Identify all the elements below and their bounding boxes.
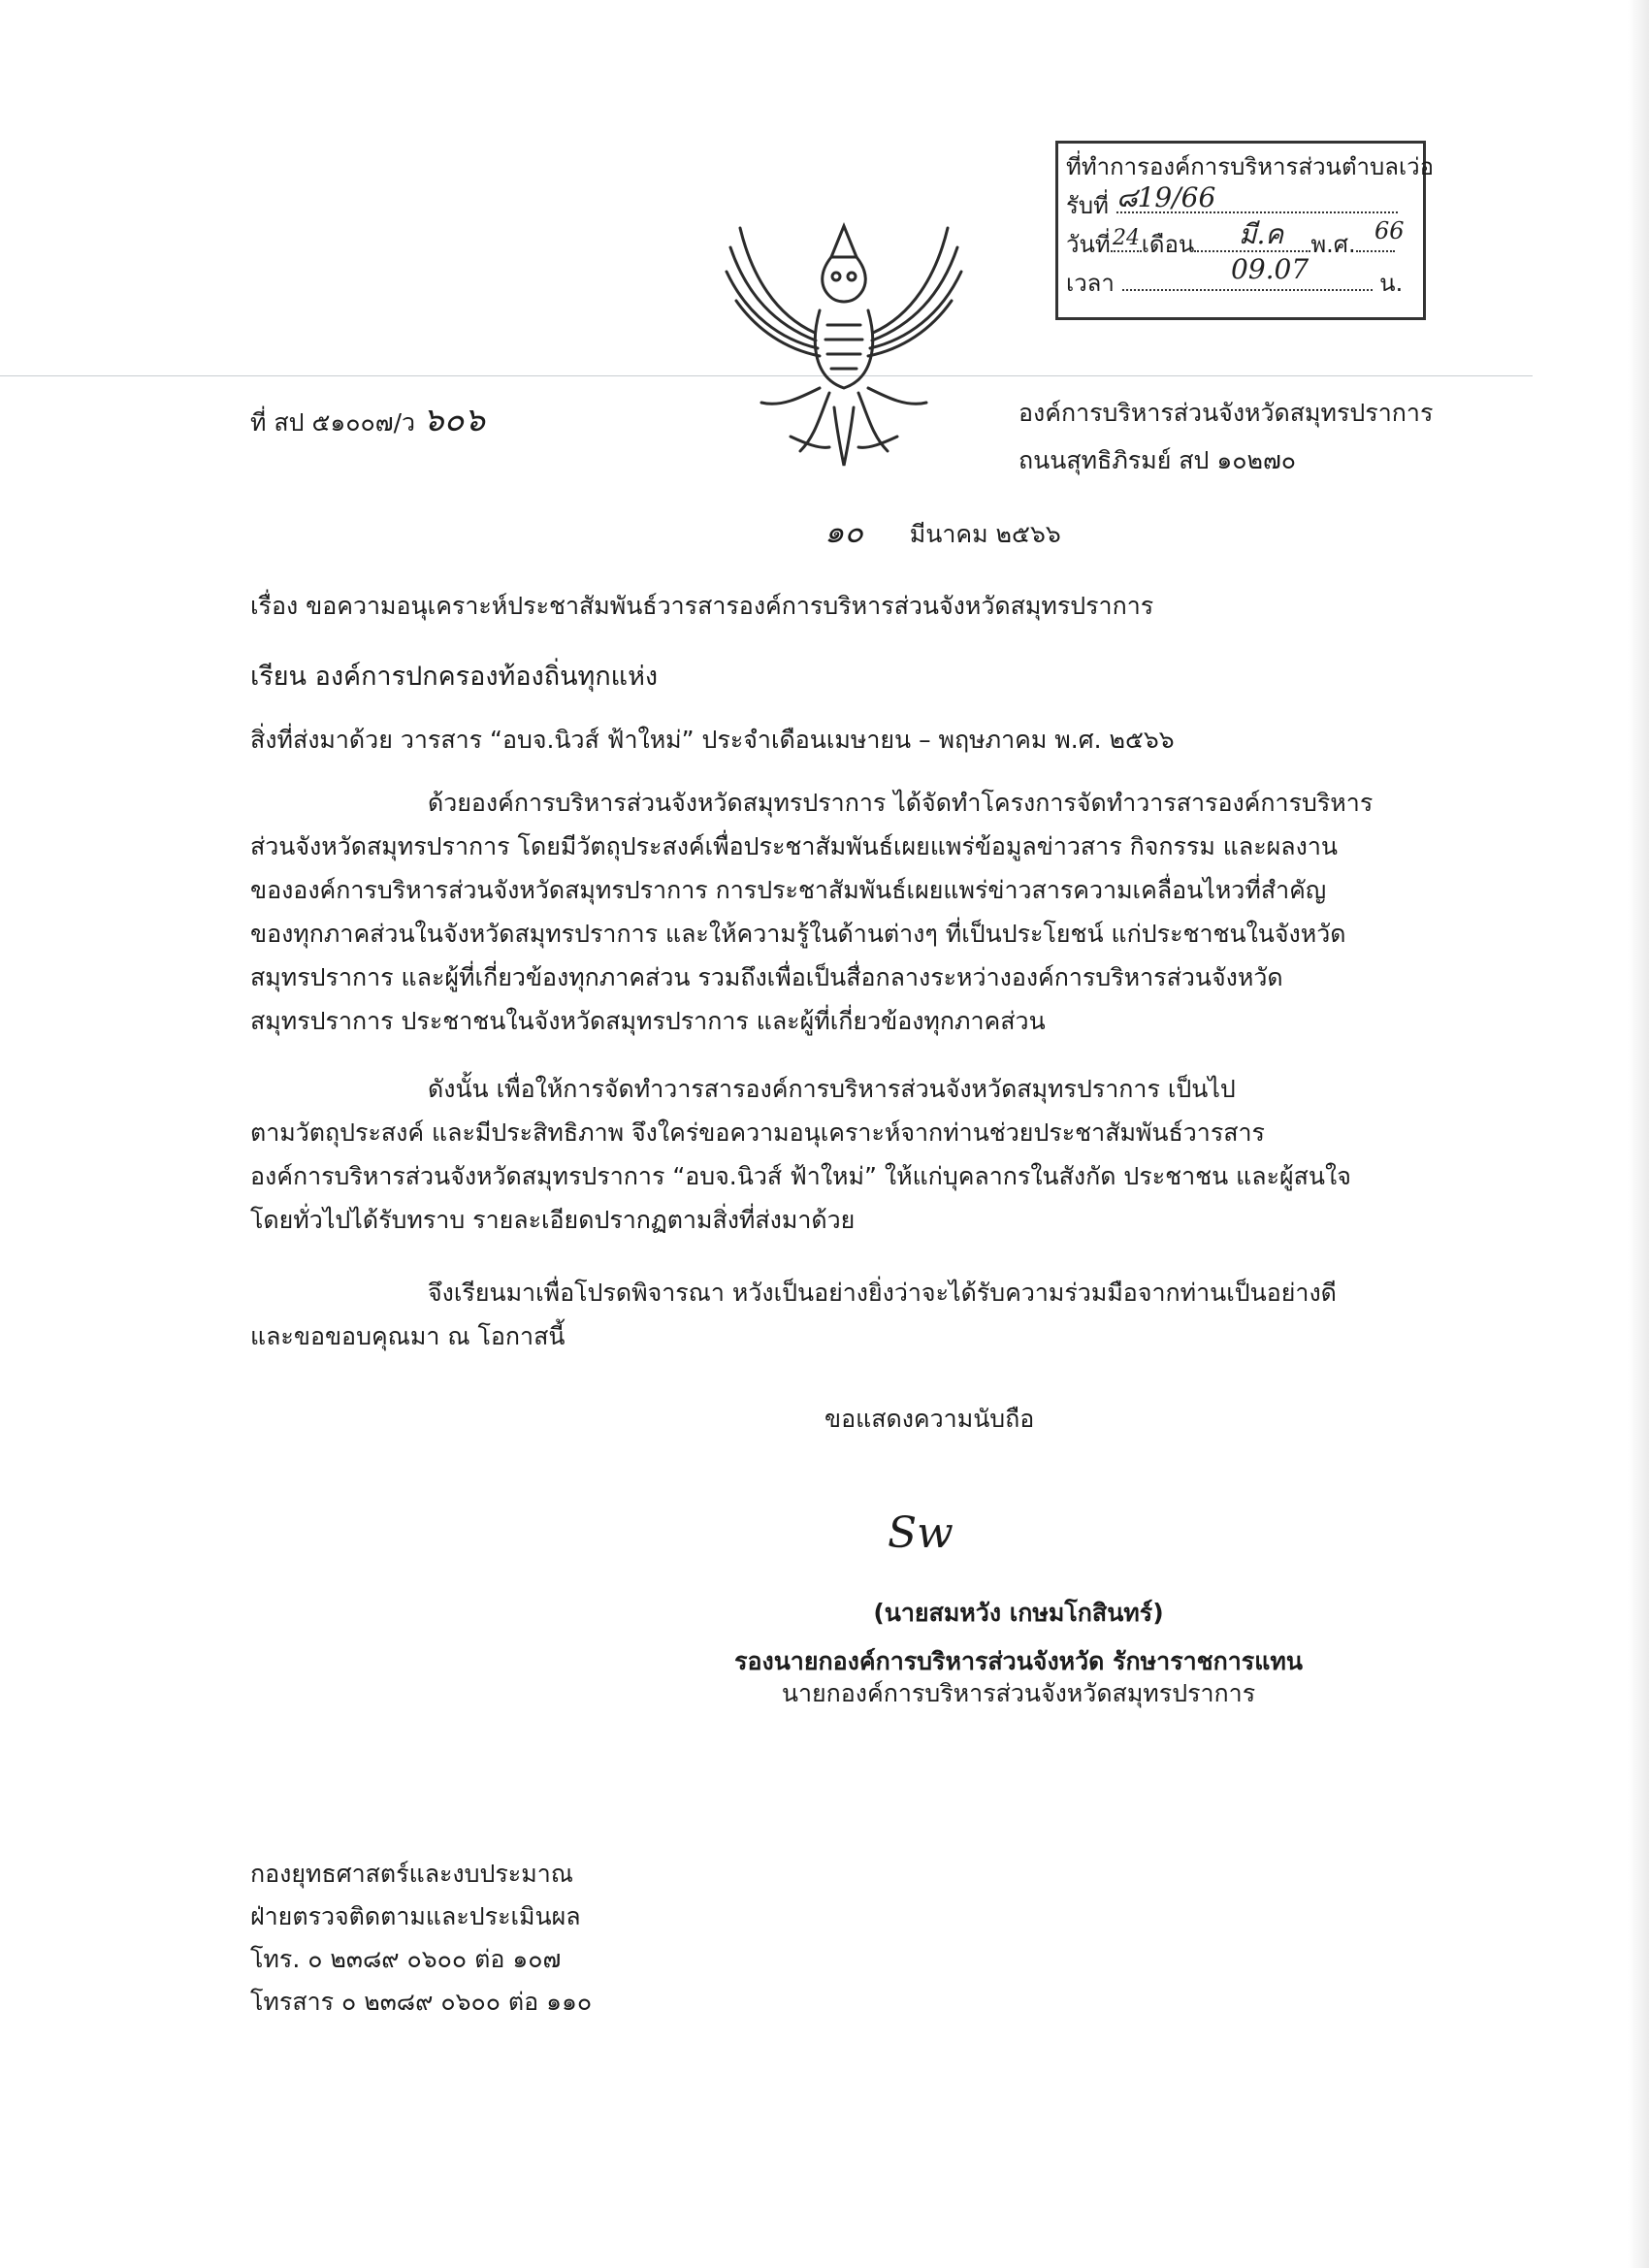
paragraph-line: ขององค์การบริหารส่วนจังหวัดสมุทรปราการ การประชาสัมพันธ์เผยแพร่ข่าวสารความเคลื่อนไหวที่สำคัญ xyxy=(250,876,1327,904)
to-text: องค์การปกครองท้องถิ่นทุกแห่ง xyxy=(314,662,659,692)
paragraph-line: ด้วยองค์การบริหารส่วนจังหวัดสมุทรปราการ ได้จัดทำโครงการจัดทำวารสารองค์การบริหาร xyxy=(428,789,1374,817)
stamp-date-label: วันที่ xyxy=(1066,231,1111,258)
stamp-time-value: 09.07 xyxy=(1231,253,1310,285)
footer-division: กองยุทธศาสตร์และงบประมาณ xyxy=(250,1860,573,1888)
stamp-recv-value: ๘19/66 xyxy=(1116,181,1216,213)
to-label: เรียน xyxy=(250,662,307,692)
stamp-date-day: 24 xyxy=(1113,226,1140,250)
footer-section: ฝ่ายตรวจติดตามและประเมินผล xyxy=(250,1902,581,1930)
subject-text: ขอความอนุเคราะห์ประชาสัมพันธ์วารสารองค์การบริหารส่วนจังหวัดสมุทรปราการ xyxy=(306,592,1154,620)
body-paragraph-1 xyxy=(250,781,1430,1043)
stamp-year-label: พ.ศ. xyxy=(1310,231,1356,258)
stamp-recv-label: รับที่ xyxy=(1066,192,1109,219)
scan-page-edge xyxy=(1628,0,1649,2268)
signature-mark: Sw xyxy=(888,1508,954,1558)
paragraph-line: สมุทรปราการ ประชาชนในจังหวัดสมุทรปราการ และผู้ที่เกี่ยวข้องทุกภาคส่วน xyxy=(250,1007,1046,1035)
enclosure-line xyxy=(250,723,1175,758)
paragraph-line: สมุทรปราการ และผู้ที่เกี่ยวข้องทุกภาคส่วน รวมถึงเพื่อเป็นสื่อกลางระหว่างองค์การบริหารส่วนจังหวัด xyxy=(250,963,1283,991)
sender-address: ถนนสุทธิภิรมย์ สป ๑๐๒๗๐ xyxy=(1018,446,1297,474)
paragraph-line: ดังนั้น เพื่อให้การจัดทำวารสารองค์การบริหารส่วนจังหวัดสมุทรปราการ เป็นไป xyxy=(428,1075,1236,1103)
paragraph-line: ตามวัตถุประสงค์ และมีประสิทธิภาพ จึงใคร่ขอความอนุเคราะห์จากท่านช่วยประชาสัมพันธ์วารสาร xyxy=(250,1118,1265,1147)
paragraph-line: และขอขอบคุณมา ณ โอกาสนี้ xyxy=(250,1322,566,1350)
closing-text: ขอแสดงความนับถือ xyxy=(824,1405,1035,1433)
stamp-time-unit: น. xyxy=(1379,270,1404,297)
document-number xyxy=(250,403,485,440)
subject-label: เรื่อง xyxy=(250,592,299,620)
enclosure-text: วารสาร “อบจ.นิวส์ ฟ้าใหม่” ประจำเดือนเมษายน – พฤษภาคม พ.ศ. ๒๕๖๖ xyxy=(400,726,1175,754)
stamp-time-row xyxy=(1066,253,1415,303)
signer-position-1: รองนายกองค์การบริหารส่วนจังหวัด รักษาราชการแทน xyxy=(734,1647,1303,1675)
date-day-handwritten: ๑๐ xyxy=(824,513,863,550)
stamp-time-label: เวลา xyxy=(1066,270,1115,297)
stamp-date-year: 66 xyxy=(1374,217,1405,244)
footer-fax: โทรสาร ๐ ๒๓๘๙ ๐๖๐๐ ต่อ ๑๑๐ xyxy=(250,1988,593,2016)
document-date xyxy=(824,514,1061,552)
receipt-stamp xyxy=(1055,141,1435,320)
signer-position-2: นายกองค์การบริหารส่วนจังหวัดสมุทรปราการ xyxy=(781,1679,1256,1707)
paragraph-line: ของทุกภาคส่วนในจังหวัดสมุทรปราการ และให้ความรู้ในด้านต่างๆ ที่เป็นประโยชน์ แก่ประชาชนในจังหวัด xyxy=(250,920,1346,948)
body-paragraph-3 xyxy=(250,1271,1430,1358)
enclosure-label: สิ่งที่ส่งมาด้วย xyxy=(250,726,393,754)
salutation-line xyxy=(250,660,658,695)
sender-org: องค์การบริหารส่วนจังหวัดสมุทรปราการ xyxy=(1018,399,1434,427)
document-number-printed: ที่ สป ๕๑๐๐๗/ว xyxy=(250,408,416,437)
paragraph-line: จึงเรียนมาเพื่อโปรดพิจารณา หวังเป็นอย่างยิ่งว่าจะได้รับความร่วมมือจากท่านเป็นอย่างดี xyxy=(428,1279,1337,1307)
paragraph-line: โดยทั่วไปได้รับทราบ รายละเอียดปรากฏตามสิ่งที่ส่งมาด้วย xyxy=(250,1206,856,1234)
date-month-year: มีนาคม ๒๕๖๖ xyxy=(909,520,1061,548)
stamp-month-label: เดือน xyxy=(1141,231,1195,258)
footer-contact xyxy=(250,1853,592,2024)
subject-line xyxy=(250,589,1153,624)
stamp-org-line: ที่ทำการองค์การบริหารส่วนตำบลเว่อ xyxy=(1066,153,1435,180)
footer-phone: โทร. ๐ ๒๓๘๙ ๐๖๐๐ ต่อ ๑๐๗ xyxy=(250,1945,562,1973)
body-paragraph-2 xyxy=(250,1067,1430,1242)
document-number-handwritten: ๖๐๖ xyxy=(423,401,485,439)
paragraph-line: องค์การบริหารส่วนจังหวัดสมุทรปราการ “อบจ.นิวส์ ฟ้าใหม่” ให้แก่บุคลากรในสังกัด ประชาชน และผู้สนใจ xyxy=(250,1162,1351,1190)
garuda-emblem-icon xyxy=(723,218,965,470)
paragraph-line: ส่วนจังหวัดสมุทรปราการ โดยมีวัตถุประสงค์เพื่อประชาสัมพันธ์เผยแพร่ข้อมูลข่าวสาร กิจกรรม และผลงาน xyxy=(250,832,1338,860)
stamp-date-month: มี.ค xyxy=(1239,218,1284,250)
signer-name: (นายสมหวัง เกษมโกสินทร์) xyxy=(873,1599,1164,1627)
